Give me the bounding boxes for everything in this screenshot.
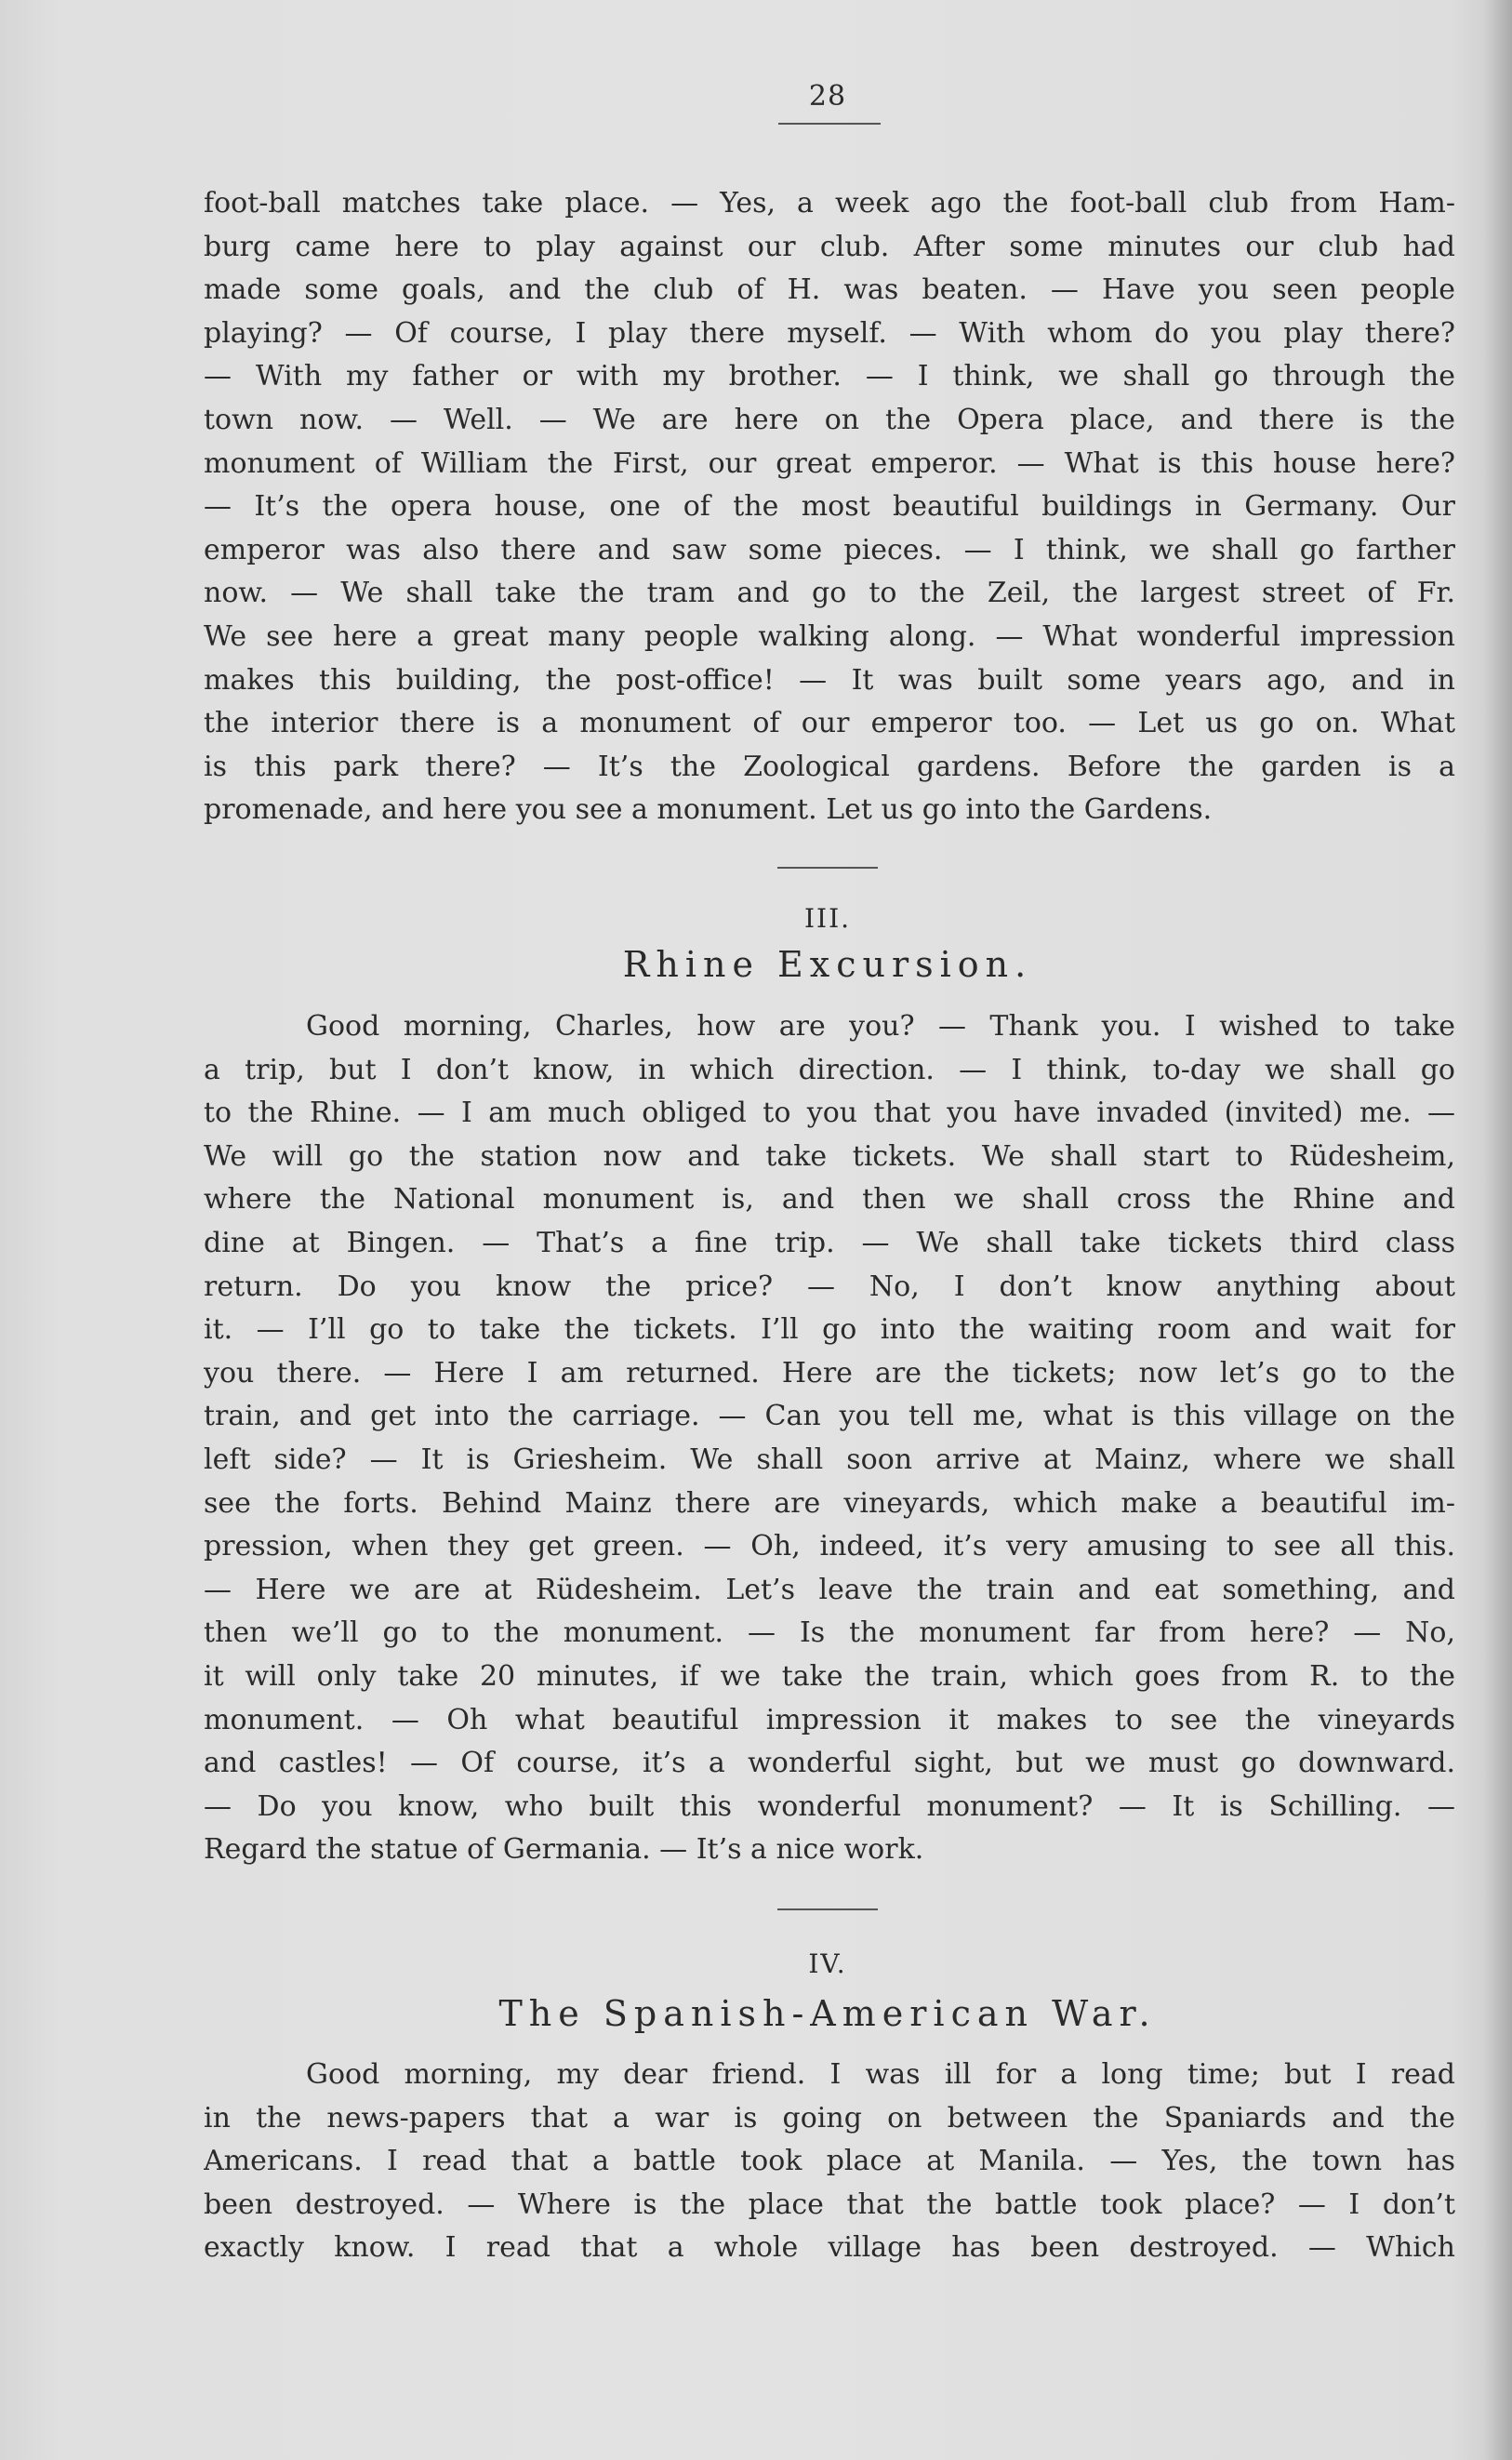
text-line: makes this building, the post-office! — It was built some years ago, and in [204, 663, 1455, 697]
section-numeral: IV. [808, 1948, 847, 1979]
text-line: We see here a great many people walking along. — What wonderful impression [204, 619, 1455, 653]
text-line: — Do you know, who built this wonderful monument? — It is Schilling. — [204, 1789, 1455, 1823]
text-line: Regard the statue of Germania. — It’s a nice work. [204, 1833, 924, 1867]
section-separator [777, 867, 878, 869]
text-line: train, and get into the carriage. — Can you tell me, what is this village on the [204, 1400, 1455, 1433]
section-title: Rhine Excursion. [622, 944, 1033, 985]
text-line: and castles! — Of course, it’s a wonderful sight, but we must go downward. [204, 1747, 1455, 1780]
text-line: dine at Bingen. — That’s a fine trip. — We shall take tickets third class [204, 1226, 1455, 1259]
text-line: been destroyed. — Where is the place that the battle took place? — I don’t [204, 2187, 1455, 2221]
text-line: now. — We shall take the tram and go to the Zeil, the largest street of Fr. [204, 577, 1455, 610]
section-3-paragraph [204, 1005, 1455, 1872]
text-line: — Here we are at Rüdesheim. Let’s leave the train and eat something, and [204, 1573, 1455, 1606]
page-number-rule [778, 123, 881, 125]
text-line: emperor was also there and saw some pieces. — I think, we shall go farther [204, 533, 1455, 566]
text-line: pression, when they get green. — Oh, indeed, it’s very amusing to see all this. [204, 1530, 1455, 1563]
text-line: left side? — It is Griesheim. We shall soon arrive at Mainz, where we shall [204, 1443, 1455, 1476]
text-line: is this park there? — It’s the Zoological gardens. Before the garden is a [204, 750, 1455, 783]
text-line: — It’s the opera house, one of the most beautiful buildings in Germany. Our [204, 490, 1455, 524]
text-line: exactly know. I read that a whole village has been destroyed. — Which [204, 2231, 1455, 2265]
text-line: Good morning, my dear friend. I was ill for a long time; but I read [306, 2058, 1455, 2091]
text-line: where the National monument is, and then we shall cross the Rhine and [204, 1183, 1455, 1217]
text-line: — With my father or with my brother. — I think, we shall go through the [204, 360, 1455, 393]
text-line: it. — I’ll go to take the tickets. I’ll go into the waiting room and wait for [204, 1313, 1455, 1347]
page-number: 28 [808, 80, 847, 113]
text-line: Good morning, Charles, how are you? — Thank you. I wished to take [306, 1010, 1455, 1043]
text-line: Americans. I read that a battle took place at Manila. — Yes, the town has [204, 2145, 1455, 2178]
page-edge-shadow [1484, 0, 1512, 2460]
text-line: promenade, and here you see a monument. Let us go into the Gardens. [204, 793, 1213, 827]
text-line: town now. — Well. — We are here on the Opera place, and there is the [204, 403, 1455, 436]
text-line: made some goals, and the club of H. was beaten. — Have you seen people [204, 273, 1455, 307]
text-line: monument of William the First, our great emperor. — What is this house here? [204, 446, 1455, 480]
section-title: The Spanish-American War. [498, 1993, 1157, 2034]
text-line: then we’ll go to the monument. — Is the monument far from here? — No, [204, 1616, 1455, 1650]
text-line: a trip, but I don’t know, in which direction. — I think, to-day we shall go [204, 1053, 1455, 1086]
text-line: We will go the station now and take tickets. We shall start to Rüdesheim, [204, 1139, 1455, 1173]
text-line: monument. — Oh what beautiful impression it makes to see the vineyards [204, 1703, 1455, 1736]
section-numeral: III. [803, 903, 852, 934]
text-line: it will only take 20 minutes, if we take the train, which goes from R. to the [204, 1659, 1455, 1693]
text-line: burg came here to play against our club. After some minutes our club had [204, 230, 1455, 263]
text-line: you there. — Here I am returned. Here are the tickets; now let’s go to the [204, 1356, 1455, 1390]
section-separator [777, 1908, 878, 1910]
text-line: the interior there is a monument of our emperor too. — Let us go on. What [204, 707, 1455, 740]
text-line: return. Do you know the price? — No, I don’t know anything about [204, 1270, 1455, 1303]
section-4-paragraph [204, 2054, 1455, 2270]
intro-paragraph [204, 182, 1455, 832]
text-line: foot-ball matches take place. — Yes, a week ago the foot-ball club from Ham- [204, 187, 1455, 219]
text-line: to the Rhine. — I am much obliged to you that you have invaded (invited) me. — [204, 1097, 1455, 1130]
text-line: playing? — Of course, I play there myself. — With whom do you play there? [204, 316, 1455, 350]
text-line: in the news-papers that a war is going on between the Spaniards and the [204, 2101, 1455, 2134]
text-line: see the forts. Behind Mainz there are vineyards, which make a beautiful im- [204, 1486, 1455, 1520]
